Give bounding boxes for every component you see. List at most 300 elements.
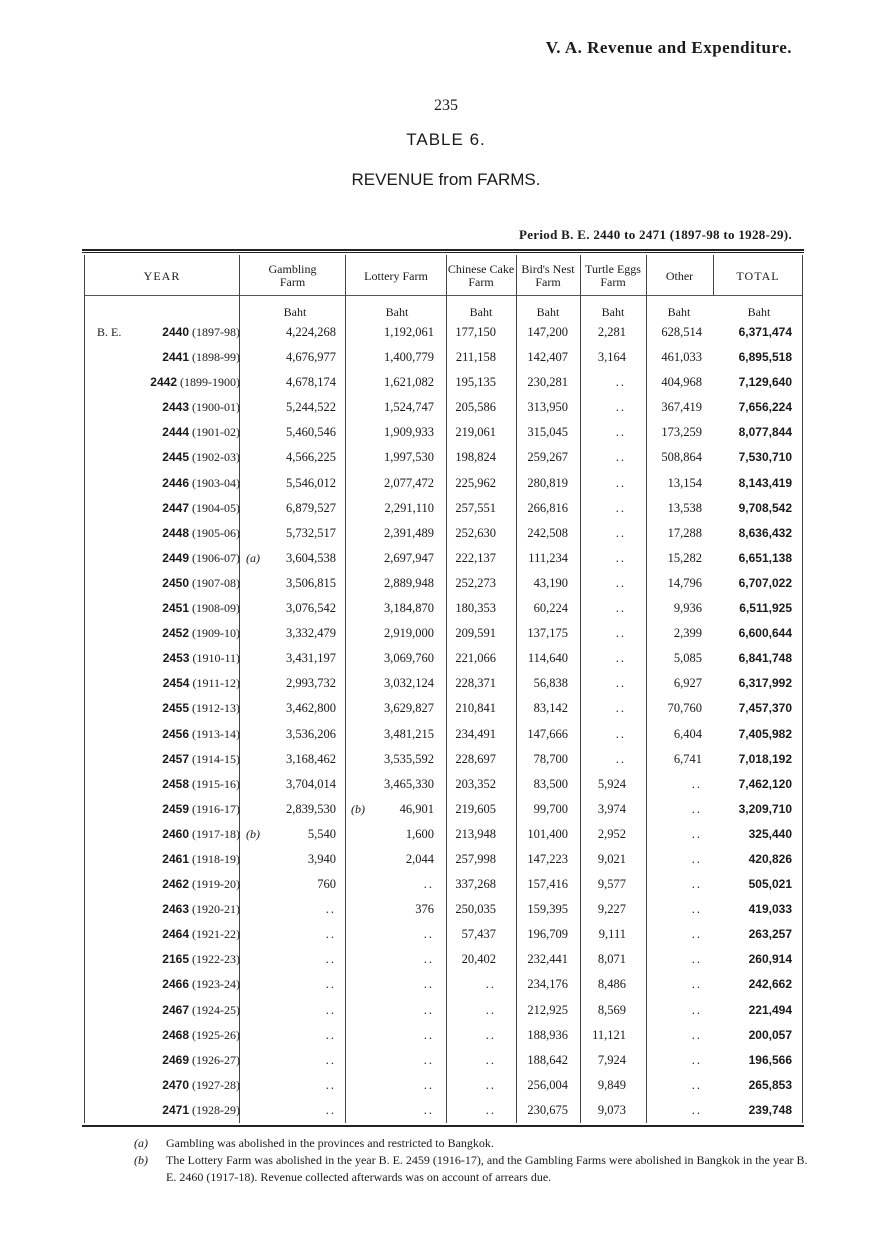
table-row [0,447,892,472]
cell-total: 6,707,022 [738,575,792,590]
ad-year: (1908-09) [192,601,240,616]
ad-year: (1910-11) [192,651,240,666]
cell-lottery: 1,400,779 [384,350,434,365]
be-year: 2470 [162,1077,189,1092]
column-header-other: Other [665,268,694,283]
table-row [0,949,892,974]
ad-year: (1899-1900) [180,375,240,390]
ad-year: (1927-28) [192,1077,240,1092]
cell-lottery: 1,909,933 [384,425,434,440]
cell-gambling: 5,460,546 [286,425,336,440]
cell-total: 260,914 [748,952,792,967]
cell-turtle: .. [615,751,626,766]
footnote [134,1135,814,1152]
cell-birds: 56,838 [533,676,568,691]
cell-turtle: 3,974 [597,801,626,816]
cell-lottery: 1,997,530 [384,450,434,465]
cell-chinese: 228,371 [455,676,496,691]
cell-other: .. [691,877,702,892]
ad-year: (1928-29) [192,1102,240,1117]
unit-label: Baht [283,305,307,319]
table-top-border [82,249,804,253]
cell-gambling: 3,506,815 [286,575,336,590]
cell-other: 13,538 [667,500,702,515]
cell-total: 7,656,224 [738,400,792,415]
cell-other: 14,796 [667,575,702,590]
table-row [0,874,892,899]
year-cell [162,476,240,491]
cell-gambling: .. [325,1052,336,1067]
cell-other: .. [691,801,702,816]
cell-gambling: 5,546,012 [286,475,336,490]
ad-year: (1915-16) [192,776,240,791]
table-row [0,322,892,347]
cell-total: 6,651,138 [738,550,792,565]
ad-year: (1902-03) [192,450,240,465]
cell-total: 325,440 [748,826,792,841]
cell-turtle: .. [615,375,626,390]
cell-total: 6,511,925 [739,601,792,616]
cell-turtle: .. [615,701,626,716]
year-cell [162,1103,240,1118]
cell-other: .. [691,977,702,992]
year-cell [162,877,240,892]
cell-other: .. [691,952,702,967]
cell-total: 7,018,192 [738,751,792,766]
cell-birds: 83,500 [533,776,568,791]
cell-total: 200,057 [748,1027,792,1042]
table-row [0,1050,892,1075]
year-cell [162,777,240,792]
cell-chinese: 257,551 [455,500,496,515]
table-row [0,598,892,623]
cell-birds: 114,640 [527,651,568,666]
year-cell [163,651,240,666]
cell-lottery: 1,192,061 [384,325,434,339]
ad-year: (1917-18) [192,826,240,841]
cell-turtle: .. [615,500,626,515]
cell-chinese: 20,402 [461,952,496,967]
unit-label: Baht [385,305,409,319]
cell-lottery: .. [423,1077,434,1092]
year-cell [162,526,240,541]
cell-birds: 147,223 [527,851,568,866]
cell-birds: 157,416 [527,877,568,892]
cell-total: 196,566 [748,1052,792,1067]
cell-chinese: 225,962 [455,475,496,490]
year-cell [150,375,240,390]
be-year: 2454 [162,676,190,691]
cell-total: 6,841,748 [738,651,792,666]
be-year: 2453 [162,651,190,666]
table-row [0,397,892,422]
cell-lottery: 1,524,747 [384,400,434,415]
ad-year: (1903-04) [192,475,240,490]
cell-other: .. [691,927,702,942]
cell-total: 242,662 [748,977,792,992]
cell-turtle: .. [615,676,626,691]
cell-gambling: 2,993,732 [286,676,336,691]
cell-birds: 101,400 [527,826,568,841]
year-cell [162,927,240,942]
cell-lottery: 3,032,124 [384,676,434,691]
table-body [0,322,892,1125]
cell-total: 263,257 [748,927,792,942]
cell-lottery: 3,069,760 [384,651,434,666]
column-header-lottery: Lottery Farm [364,268,428,283]
cell-turtle: 8,486 [597,977,626,992]
cell-chinese: 252,273 [455,575,496,590]
be-year: 2444 [162,425,189,440]
section-title: V. A. Revenue and Expenditure. [545,38,792,57]
cell-turtle: 11,121 [592,1027,626,1042]
table-row [0,673,892,698]
cell-turtle: 9,073 [597,1102,626,1117]
table-row [0,1075,892,1100]
cell-other: 13,154 [667,475,702,490]
cell-turtle: 7,924 [597,1052,626,1067]
cell-birds: 78,700 [533,751,568,766]
cell-turtle: 9,227 [597,902,626,917]
ad-year: (1920-21) [192,902,240,917]
period-label: Period B. E. 2440 to 2471 (1897-98 to 1928-29). [519,227,792,242]
cell-gambling: 3,076,542 [286,601,336,616]
footnotes [134,1135,814,1186]
year-cell [162,977,240,992]
cell-other: 5,085 [673,651,702,666]
table-row [0,372,892,397]
ad-year: (1922-23) [192,952,240,967]
ad-year: (1909-10) [192,626,240,641]
cell-other: 6,741 [673,751,702,766]
page-number: 235 [434,97,458,114]
year-cell [162,350,240,365]
cell-lottery: 3,184,870 [384,601,434,616]
be-year: 2463 [162,902,189,917]
cell-chinese: 213,948 [455,826,496,841]
cell-lottery: 1,600 [405,826,434,841]
cell-gambling: 3,332,479 [286,626,336,641]
ad-year: (1925-26) [192,1027,240,1042]
column-header-year: YEAR [143,268,181,283]
cell-chinese: .. [485,1002,496,1017]
cell-gambling: 3,462,800 [286,701,336,716]
cell-turtle: .. [615,550,626,565]
be-year: 2462 [162,877,189,892]
cell-other: 173,259 [661,425,702,440]
cell-gambling: 6,879,527 [286,500,336,515]
year-cell [162,325,240,340]
column-header-birds-nest: Bird's Nest Farm [521,262,575,289]
cell-gambling: 3,940 [307,851,336,866]
cell-birds: 159,395 [527,902,568,917]
cell-total: 265,853 [748,1077,792,1092]
be-year: 2448 [162,525,189,540]
cell-birds: 188,936 [527,1027,568,1042]
be-year: 2466 [162,977,189,992]
year-cell [162,425,240,440]
table-row [0,799,892,824]
cell-birds: 242,508 [527,525,568,540]
be-year: 2446 [162,475,189,490]
cell-birds: 259,267 [527,450,568,465]
cell-chinese: 257,998 [455,851,496,866]
cell-birds: 147,666 [527,726,568,741]
cell-gambling: .. [325,1027,336,1042]
table-row [0,498,892,523]
table-row [0,1100,892,1125]
cell-lottery: 376 [415,902,434,917]
year-cell [162,902,240,917]
footnote [134,1152,814,1186]
cell-birds: 43,190 [533,575,568,590]
cell-birds: 142,407 [527,350,568,365]
footnote-text: Gambling was abolished in the provinces and restricted to Bangkok. [166,1136,494,1150]
cell-lottery: 2,291,110 [384,500,434,515]
ad-year: (1923-24) [192,977,240,992]
cell-chinese: 222,137 [455,550,496,565]
cell-chinese: .. [485,1052,496,1067]
cell-chinese: 250,035 [455,902,496,917]
ad-year: (1914-15) [192,751,240,766]
ad-year: (1924-25) [192,1002,240,1017]
year-cell [162,601,240,616]
year-cell [162,701,240,716]
cell-other: 17,288 [667,525,702,540]
cell-lottery: .. [423,1052,434,1067]
cell-other: 404,968 [661,375,702,390]
cell-chinese: 203,352 [455,776,496,791]
cell-chinese: 234,491 [455,726,496,741]
cell-gambling: 5,244,522 [286,400,336,415]
table-row [0,924,892,949]
cell-turtle: .. [615,651,626,666]
cell-other: .. [691,776,702,791]
ad-year: (1898-99) [192,350,240,365]
cell-gambling: 3,604,538 [286,550,336,565]
year-cell [162,551,240,566]
cell-lottery: 2,697,947 [384,550,434,565]
cell-gambling: 4,566,225 [286,450,336,465]
cell-turtle: .. [615,400,626,415]
cell-turtle: .. [615,626,626,641]
ad-year: (1907-08) [192,575,240,590]
table-title: TABLE 6. [406,130,486,149]
unit-label: Baht [601,305,625,319]
cell-total: 6,317,992 [738,676,792,691]
cell-gambling: 2,839,530 [286,801,336,816]
cell-other: 508,864 [661,450,702,465]
cell-turtle: 3,164 [597,350,626,365]
be-year: 2460 [162,826,189,841]
ad-year: (1901-02) [192,425,240,440]
cell-turtle: 5,924 [597,776,626,791]
cell-lottery: 2,077,472 [384,475,434,490]
cell-chinese: .. [485,1027,496,1042]
cell-turtle: 9,111 [598,927,626,942]
cell-lottery: 2,889,948 [384,575,434,590]
year-cell [163,676,240,691]
column-header-total: TOTAL [736,268,780,283]
cell-turtle: .. [615,425,626,440]
cell-gambling: .. [325,1077,336,1092]
ad-year: (1904-05) [192,500,240,515]
cell-turtle: .. [615,475,626,490]
cell-other: .. [691,1027,702,1042]
cell-other: .. [691,1052,702,1067]
cell-birds: 196,709 [527,927,568,942]
cell-gambling: 4,678,174 [286,375,336,390]
ad-year: (1900-01) [192,400,240,415]
ad-year: (1919-20) [192,877,240,892]
cell-total: 505,021 [748,877,792,892]
table-row [0,824,892,849]
be-year: 2459 [162,801,189,816]
cell-total: 6,895,518 [738,350,792,365]
be-year: 2449 [162,550,189,565]
cell-chinese: 195,135 [455,375,496,390]
cell-chinese: 198,824 [455,450,496,465]
year-cell [162,752,240,767]
cell-lottery: 3,481,215 [384,726,434,741]
be-year: 2443 [162,400,189,415]
cell-birds: 212,925 [527,1002,568,1017]
table-row [0,422,892,447]
cell-gambling: 3,168,462 [286,751,336,766]
cell-chinese: 180,353 [455,601,496,616]
cell-lottery: 3,465,330 [384,776,434,791]
table-row [0,347,892,372]
cell-lottery: 2,044 [405,851,434,866]
cell-total: 239,748 [748,1102,792,1117]
cell-total: 6,600,644 [738,626,792,641]
cell-chinese: .. [485,1102,496,1117]
be-year: 2464 [162,927,189,942]
cell-total: 8,143,419 [738,475,792,490]
be-year: 2440 [162,325,189,339]
table-row [0,548,892,573]
be-year: 2445 [162,450,189,465]
be-year: 2456 [162,726,189,741]
cell-birds: 111,234 [528,550,568,565]
be-year: 2165 [162,952,189,967]
cell-other: .. [691,1002,702,1017]
year-cell [162,626,240,641]
cell-turtle: 8,071 [597,952,626,967]
year-cell [162,576,240,591]
cell-lottery: .. [423,1027,434,1042]
cell-other: 367,419 [661,400,702,415]
table-row [0,473,892,498]
be-year: 2457 [162,751,189,766]
cell-total: 9,708,542 [738,500,792,515]
cell-other: 15,282 [667,550,702,565]
cell-turtle: 9,849 [597,1077,626,1092]
cell-other: .. [691,1102,702,1117]
cell-other: .. [691,826,702,841]
table-row [0,698,892,723]
cell-birds: 280,819 [527,475,568,490]
cell-lottery: 3,535,592 [384,751,434,766]
cell-lottery: 3,629,827 [384,701,434,716]
ad-year: (1911-12) [192,676,240,691]
cell-birds: 99,700 [533,801,568,816]
cell-birds: 83,142 [533,701,568,716]
cell-total: 7,405,982 [738,726,792,741]
cell-other: 6,404 [673,726,702,741]
unit-label: Baht [667,305,691,319]
table-subtitle: REVENUE from FARMS. [351,170,541,189]
unit-row [0,305,892,319]
cell-total: 7,530,710 [738,450,792,465]
ad-year: (1912-13) [192,701,240,716]
cell-birds: 230,675 [527,1102,568,1117]
column-header-chinese-cake: Chinese Cake Farm [447,262,515,289]
year-cell [162,952,240,967]
unit-label: Baht [536,305,560,319]
be-year: 2447 [162,500,189,515]
unit-label: Baht [747,305,771,319]
year-cell [162,852,240,867]
cell-birds: 313,950 [527,400,568,415]
cell-turtle: .. [615,601,626,616]
table-header-divider [84,295,802,296]
cell-chinese: 210,841 [455,701,496,716]
ad-year: (1913-14) [192,726,240,741]
be-year: 2441 [162,350,189,365]
ad-year: (1918-19) [192,851,240,866]
cell-gambling: .. [325,977,336,992]
cell-total: 8,636,432 [738,525,792,540]
be-year: 2458 [162,776,189,791]
table-row [0,1025,892,1050]
cell-turtle: .. [615,575,626,590]
cell-chinese: 57,437 [461,927,496,942]
cell-chinese: 211,158 [455,350,496,365]
be-year: 2442 [150,375,177,390]
cell-birds: 315,045 [527,425,568,440]
year-cell [162,802,240,817]
cell-gambling: .. [325,927,336,942]
cell-lottery: 1,621,082 [384,375,434,390]
cell-chinese: 219,605 [455,801,496,816]
footnote-ref: (b) [351,801,365,816]
cell-lottery: .. [423,1102,434,1117]
footnote-ref: (b) [246,826,260,841]
cell-turtle: 2,281 [597,325,626,339]
cell-chinese: 337,268 [455,877,496,892]
cell-gambling: .. [325,902,336,917]
cell-chinese: 221,066 [455,651,496,666]
year-cell [162,1078,240,1093]
ad-year: (1921-22) [192,927,240,942]
cell-chinese: .. [485,1077,496,1092]
cell-turtle: 2,952 [597,826,626,841]
table-row [0,648,892,673]
cell-other: 9,936 [673,601,702,616]
year-cell [162,727,240,742]
cell-other: 461,033 [661,350,702,365]
cell-chinese: 228,697 [455,751,496,766]
be-year: 2469 [162,1052,189,1067]
table-row [0,573,892,598]
table-row [0,974,892,999]
cell-chinese: 209,591 [455,626,496,641]
cell-total: 7,129,640 [738,375,792,390]
footnote-text: The Lottery Farm was abolished in the year B. E. 2459 (1916-17), and the Gambling Farms were abolished in Bangkok in the year B. E. 2460 (1917-18). Revenue collected afterwards was on account of arrears due. [166,1153,808,1184]
cell-other: 70,760 [667,701,702,716]
be-year: 2468 [162,1027,189,1042]
